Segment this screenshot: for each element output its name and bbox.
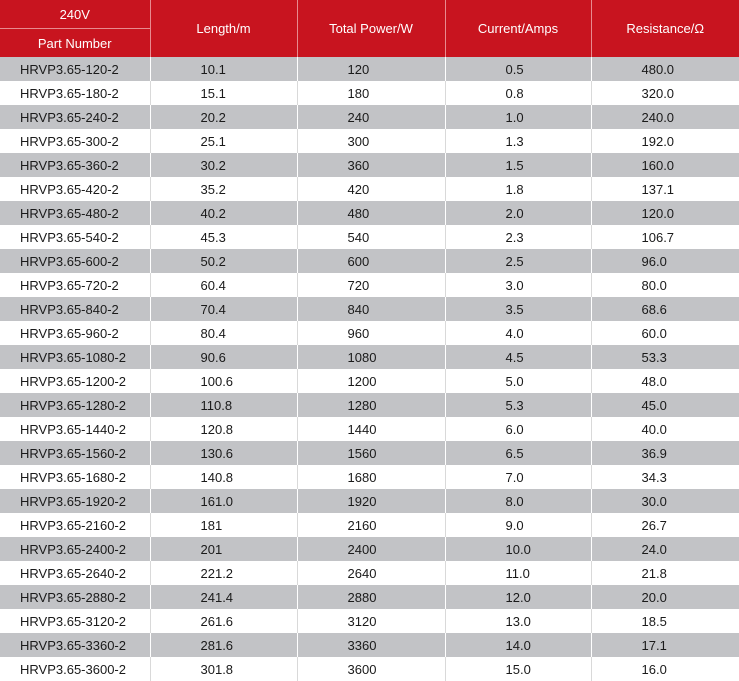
resistance-cell: 160.0	[591, 153, 739, 177]
resistance-cell: 45.0	[591, 393, 739, 417]
current-cell: 13.0	[445, 609, 591, 633]
voltage-header: 240V	[0, 0, 150, 29]
total-power-cell: 480	[297, 201, 445, 225]
current-cell: 0.8	[445, 81, 591, 105]
total-power-cell: 3120	[297, 609, 445, 633]
part-number-cell: HRVP3.65-120-2	[0, 57, 150, 81]
current-cell: 1.3	[445, 129, 591, 153]
current-cell: 6.0	[445, 417, 591, 441]
part-number-cell: HRVP3.65-1680-2	[0, 465, 150, 489]
header-row	[0, 0, 739, 57]
part-number-cell: HRVP3.65-420-2	[0, 177, 150, 201]
part-number-cell: HRVP3.65-1200-2	[0, 369, 150, 393]
current-cell: 11.0	[445, 561, 591, 585]
length-cell: 20.2	[150, 105, 297, 129]
part-number-header-stack	[0, 0, 150, 57]
total-power-cell: 420	[297, 177, 445, 201]
current-cell: 5.0	[445, 369, 591, 393]
total-power-cell: 300	[297, 129, 445, 153]
resistance-cell: 24.0	[591, 537, 739, 561]
table-row	[0, 465, 739, 489]
table-row	[0, 81, 739, 105]
length-cell: 50.2	[150, 249, 297, 273]
part-number-cell: HRVP3.65-180-2	[0, 81, 150, 105]
table-row	[0, 513, 739, 537]
table-row	[0, 585, 739, 609]
length-cell: 80.4	[150, 321, 297, 345]
part-number-cell: HRVP3.65-3360-2	[0, 633, 150, 657]
current-cell: 5.3	[445, 393, 591, 417]
total-power-cell: 360	[297, 153, 445, 177]
header-part-number-cell	[0, 0, 150, 57]
table-row	[0, 273, 739, 297]
table-row	[0, 321, 739, 345]
resistance-cell: 120.0	[591, 201, 739, 225]
total-power-cell: 3360	[297, 633, 445, 657]
length-cell: 30.2	[150, 153, 297, 177]
current-cell: 3.0	[445, 273, 591, 297]
current-cell: 8.0	[445, 489, 591, 513]
total-power-cell: 2400	[297, 537, 445, 561]
table-row	[0, 297, 739, 321]
table-row	[0, 225, 739, 249]
length-cell: 90.6	[150, 345, 297, 369]
current-cell: 2.3	[445, 225, 591, 249]
part-number-cell: HRVP3.65-1920-2	[0, 489, 150, 513]
part-number-cell: HRVP3.65-960-2	[0, 321, 150, 345]
part-number-cell: HRVP3.65-2880-2	[0, 585, 150, 609]
resistance-cell: 137.1	[591, 177, 739, 201]
resistance-cell: 68.6	[591, 297, 739, 321]
current-cell: 12.0	[445, 585, 591, 609]
resistance-cell: 17.1	[591, 633, 739, 657]
current-cell: 9.0	[445, 513, 591, 537]
length-cell: 261.6	[150, 609, 297, 633]
length-cell: 120.8	[150, 417, 297, 441]
resistance-cell: 240.0	[591, 105, 739, 129]
length-cell: 60.4	[150, 273, 297, 297]
table-row	[0, 105, 739, 129]
resistance-cell: 30.0	[591, 489, 739, 513]
part-number-cell: HRVP3.65-3600-2	[0, 657, 150, 681]
table-row	[0, 633, 739, 657]
total-power-cell: 1200	[297, 369, 445, 393]
resistance-cell: 53.3	[591, 345, 739, 369]
table-row	[0, 177, 739, 201]
part-number-header: Part Number	[37, 35, 112, 51]
table-row	[0, 489, 739, 513]
total-power-cell: 2880	[297, 585, 445, 609]
table-row	[0, 249, 739, 273]
total-power-cell: 720	[297, 273, 445, 297]
total-power-cell: 240	[297, 105, 445, 129]
current-cell: 1.5	[445, 153, 591, 177]
resistance-cell: 21.8	[591, 561, 739, 585]
part-number-cell: HRVP3.65-300-2	[0, 129, 150, 153]
part-number-cell: HRVP3.65-1080-2	[0, 345, 150, 369]
table-row	[0, 609, 739, 633]
total-power-cell: 3600	[297, 657, 445, 681]
total-power-cell: 540	[297, 225, 445, 249]
length-cell: 10.1	[150, 57, 297, 81]
resistance-cell: 80.0	[591, 273, 739, 297]
current-cell: 6.5	[445, 441, 591, 465]
current-cell: 10.0	[445, 537, 591, 561]
total-power-cell: 840	[297, 297, 445, 321]
part-number-cell: HRVP3.65-540-2	[0, 225, 150, 249]
length-cell: 15.1	[150, 81, 297, 105]
resistance-cell: 48.0	[591, 369, 739, 393]
part-number-cell: HRVP3.65-2400-2	[0, 537, 150, 561]
length-cell: 241.4	[150, 585, 297, 609]
part-number-cell: HRVP3.65-2160-2	[0, 513, 150, 537]
length-cell: 45.3	[150, 225, 297, 249]
total-power-cell: 600	[297, 249, 445, 273]
length-cell: 25.1	[150, 129, 297, 153]
length-cell: 40.2	[150, 201, 297, 225]
length-cell: 110.8	[150, 393, 297, 417]
current-cell: 4.0	[445, 321, 591, 345]
part-number-cell: HRVP3.65-3120-2	[0, 609, 150, 633]
total-power-cell: 120	[297, 57, 445, 81]
resistance-cell: 26.7	[591, 513, 739, 537]
total-power-cell: 960	[297, 321, 445, 345]
table-row	[0, 441, 739, 465]
resistance-cell: 60.0	[591, 321, 739, 345]
table-row	[0, 369, 739, 393]
total-power-cell: 2640	[297, 561, 445, 585]
current-cell: 4.5	[445, 345, 591, 369]
current-cell: 3.5	[445, 297, 591, 321]
resistance-header: Resistance/Ω	[591, 0, 739, 57]
current-cell: 1.8	[445, 177, 591, 201]
length-cell: 70.4	[150, 297, 297, 321]
total-power-cell: 1920	[297, 489, 445, 513]
part-number-cell: HRVP3.65-600-2	[0, 249, 150, 273]
resistance-cell: 34.3	[591, 465, 739, 489]
total-power-cell: 1680	[297, 465, 445, 489]
resistance-cell: 36.9	[591, 441, 739, 465]
part-number-cell: HRVP3.65-2640-2	[0, 561, 150, 585]
total-power-cell: 2160	[297, 513, 445, 537]
length-cell: 35.2	[150, 177, 297, 201]
total-power-cell: 180	[297, 81, 445, 105]
current-header: Current/Amps	[445, 0, 591, 57]
part-number-cell: HRVP3.65-1280-2	[0, 393, 150, 417]
length-cell: 181	[150, 513, 297, 537]
length-cell: 221.2	[150, 561, 297, 585]
resistance-cell: 106.7	[591, 225, 739, 249]
table-body	[0, 57, 739, 681]
part-number-cell: HRVP3.65-240-2	[0, 105, 150, 129]
table-row	[0, 393, 739, 417]
current-cell: 2.5	[445, 249, 591, 273]
table-row	[0, 657, 739, 681]
table-row	[0, 153, 739, 177]
current-cell: 15.0	[445, 657, 591, 681]
current-cell: 0.5	[445, 57, 591, 81]
resistance-cell: 20.0	[591, 585, 739, 609]
part-number-cell: HRVP3.65-840-2	[0, 297, 150, 321]
current-cell: 7.0	[445, 465, 591, 489]
part-number-cell: HRVP3.65-360-2	[0, 153, 150, 177]
total-power-cell: 1080	[297, 345, 445, 369]
current-cell: 14.0	[445, 633, 591, 657]
table-row	[0, 561, 739, 585]
table-row	[0, 345, 739, 369]
total-power-cell: 1560	[297, 441, 445, 465]
resistance-cell: 18.5	[591, 609, 739, 633]
length-cell: 281.6	[150, 633, 297, 657]
part-number-cell: HRVP3.65-1440-2	[0, 417, 150, 441]
part-number-cell: HRVP3.65-1560-2	[0, 441, 150, 465]
table-row	[0, 57, 739, 81]
current-cell: 1.0	[445, 105, 591, 129]
table-row	[0, 201, 739, 225]
length-header: Length/m	[150, 0, 297, 57]
length-cell: 301.8	[150, 657, 297, 681]
current-cell: 2.0	[445, 201, 591, 225]
table-row	[0, 129, 739, 153]
total-power-header: Total Power/W	[297, 0, 445, 57]
part-number-cell: HRVP3.65-720-2	[0, 273, 150, 297]
total-power-cell: 1440	[297, 417, 445, 441]
length-cell: 100.6	[150, 369, 297, 393]
part-number-cell: HRVP3.65-480-2	[0, 201, 150, 225]
length-cell: 161.0	[150, 489, 297, 513]
table-row	[0, 537, 739, 561]
total-power-cell: 1280	[297, 393, 445, 417]
table-header	[0, 0, 739, 57]
length-cell: 201	[150, 537, 297, 561]
resistance-cell: 96.0	[591, 249, 739, 273]
length-cell: 130.6	[150, 441, 297, 465]
resistance-cell: 480.0	[591, 57, 739, 81]
resistance-cell: 192.0	[591, 129, 739, 153]
resistance-cell: 320.0	[591, 81, 739, 105]
length-cell: 140.8	[150, 465, 297, 489]
resistance-cell: 16.0	[591, 657, 739, 681]
table-row	[0, 417, 739, 441]
resistance-cell: 40.0	[591, 417, 739, 441]
